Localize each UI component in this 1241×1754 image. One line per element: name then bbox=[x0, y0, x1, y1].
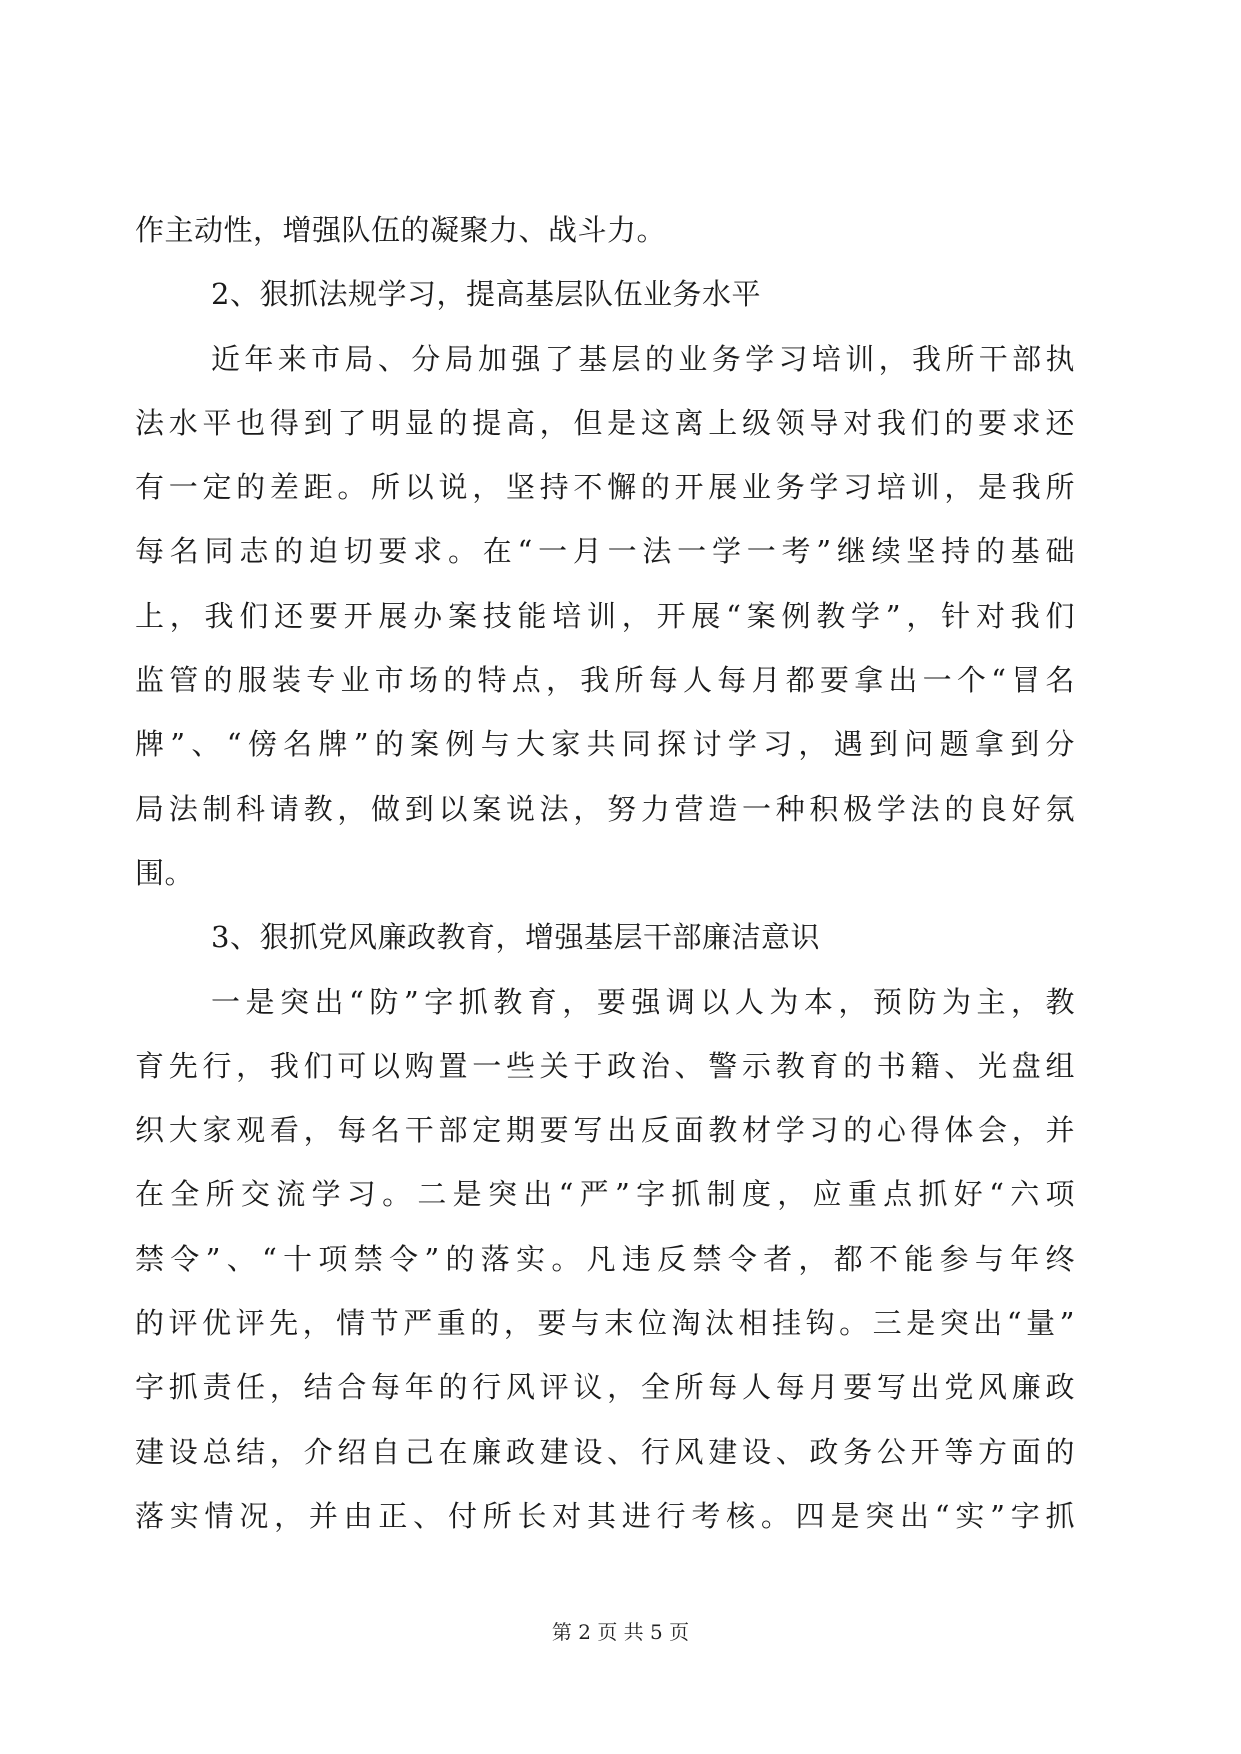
text-line: 局法制科请教，做到以案说法，努力营造一种积极学法的良好氛 bbox=[135, 791, 1075, 826]
text-line: 牌”、“傍名牌”的案例与大家共同探讨学习，遇到问题拿到分 bbox=[135, 727, 1075, 762]
text-line: 育先行，我们可以购置一些关于政治、警示教育的书籍、光盘组 bbox=[135, 1048, 1075, 1083]
text-line: 作主动性，增强队伍的凝聚力、战斗力。 bbox=[135, 213, 667, 247]
text-line: 近年来市局、分局加强了基层的业务学习培训，我所干部执 bbox=[211, 341, 1075, 376]
document-body bbox=[135, 198, 1075, 1548]
text-line: 有一定的差距。所以说，坚持不懈的开展业务学习培训，是我所 bbox=[135, 470, 1075, 505]
text-line: 监管的服装专业市场的特点，我所每人每月都要拿出一个“冒名 bbox=[135, 663, 1075, 698]
text-line: 禁令”、“十项禁令”的落实。凡违反禁令者，都不能参与年终 bbox=[135, 1241, 1075, 1276]
text-line: 建设总结，介绍自己在廉政建设、行风建设、政务公开等方面的 bbox=[135, 1434, 1075, 1469]
section-heading: 2、狠抓法规学习，提高基层队伍业务水平 bbox=[211, 277, 761, 312]
text-line: 围。 bbox=[135, 855, 195, 890]
text-line: 落实情况，并由正、付所长对其进行考核。四是突出“实”字抓 bbox=[135, 1498, 1075, 1533]
text-line: 织大家观看，每名干部定期要写出反面教材学习的心得体会，并 bbox=[135, 1113, 1075, 1148]
section-heading: 3、狠抓党风廉政教育，增强基层干部廉洁意识 bbox=[211, 920, 820, 955]
page-number-footer: 第 2 页 共 5 页 bbox=[551, 1620, 690, 1644]
text-line: 字抓责任，结合每年的行风评议，全所每人每月要写出党风廉政 bbox=[135, 1370, 1075, 1405]
text-line: 一是突出“防”字抓教育，要强调以人为本，预防为主，教 bbox=[211, 984, 1075, 1019]
text-line: 的评优评先，情节严重的，要与末位淘汰相挂钩。三是突出“量” bbox=[135, 1306, 1075, 1341]
text-line: 在全所交流学习。二是突出“严”字抓制度，应重点抓好“六项 bbox=[135, 1177, 1075, 1212]
text-line: 每名同志的迫切要求。在“一月一法一学一考”继续坚持的基础 bbox=[135, 534, 1075, 569]
text-line: 法水平也得到了明显的提高，但是这离上级领导对我们的要求还 bbox=[135, 405, 1075, 440]
text-line: 上，我们还要开展办案技能培训，开展“案例教学”，针对我们 bbox=[135, 598, 1075, 633]
